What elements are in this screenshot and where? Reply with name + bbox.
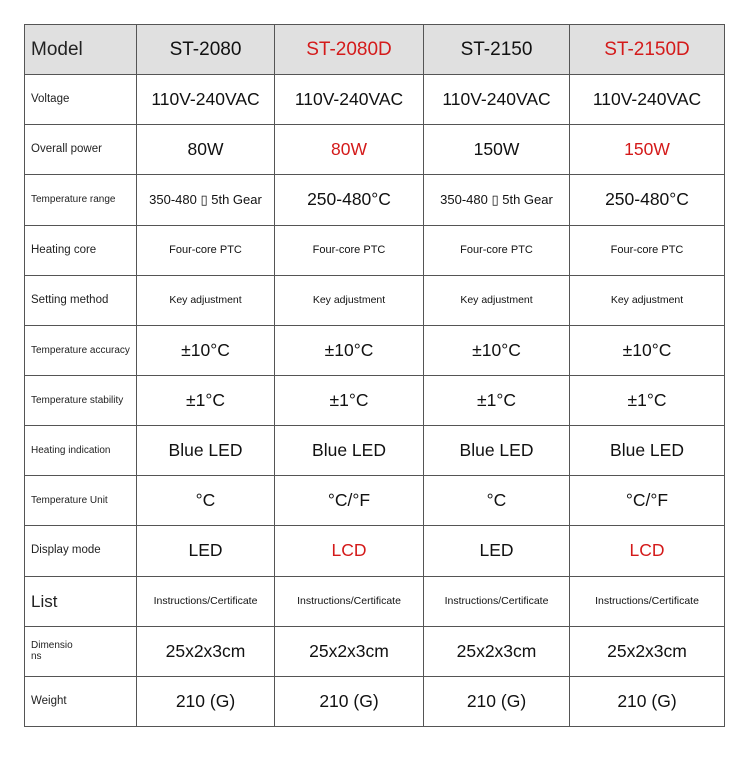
model-st-2080d: ST-2080D [275,25,424,75]
row-list [25,576,725,626]
cell-accuracy-st-2150d: ±10°C [570,325,725,375]
cell-unit-st-2080d: °C/°F [275,476,424,526]
cell-stability-st-2150: ±1°C [424,375,570,425]
cell-display-st-2080: LED [137,526,275,576]
cell-unit-st-2080: °C [137,476,275,526]
row-label-temperature-range: Temperature range [25,175,137,225]
model-st-2150: ST-2150 [424,25,570,75]
row-label-heating-indication: Heating indication [25,426,137,476]
cell-unit-st-2150d: °C/°F [570,476,725,526]
cell-indication-st-2080: Blue LED [137,426,275,476]
cell-setting-st-2150d: Key adjustment [570,275,725,325]
cell-voltage-st-2080: 110V-240VAC [137,75,275,125]
cell-range-st-2080d: 250-480°C [275,175,424,225]
cell-range-st-2150d: 250-480°C [570,175,725,225]
cell-list-st-2080d: Instructions/Certificate [275,576,424,626]
spec-table [24,24,725,727]
row-heating-core [25,225,725,275]
row-label-display-mode: Display mode [25,526,137,576]
cell-display-st-2150: LED [424,526,570,576]
cell-core-st-2150d: Four-core PTC [570,225,725,275]
cell-display-st-2080d: LCD [275,526,424,576]
cell-weight-st-2150: 210 (G) [424,676,570,726]
header-label: Model [25,25,137,75]
cell-weight-st-2080d: 210 (G) [275,676,424,726]
cell-setting-st-2080: Key adjustment [137,275,275,325]
cell-stability-st-2150d: ±1°C [570,375,725,425]
cell-voltage-st-2150: 110V-240VAC [424,75,570,125]
cell-core-st-2080: Four-core PTC [137,225,275,275]
row-label-voltage: Voltage [25,75,137,125]
row-heating-indication [25,426,725,476]
cell-dimensions-st-2150: 25x2x3cm [424,626,570,676]
cell-power-st-2150: 150W [424,125,570,175]
model-st-2150d: ST-2150D [570,25,725,75]
cell-unit-st-2150: °C [424,476,570,526]
row-label-weight: Weight [25,676,137,726]
cell-range-st-2150: 350-480 ▯ 5th Gear [424,175,570,225]
cell-dimensions-st-2080: 25x2x3cm [137,626,275,676]
cell-voltage-st-2080d: 110V-240VAC [275,75,424,125]
row-dimensions [25,626,725,676]
row-label-dimensions [25,626,137,676]
row-voltage [25,75,725,125]
row-temperature-accuracy [25,325,725,375]
row-temperature-unit [25,476,725,526]
cell-voltage-st-2150d: 110V-240VAC [570,75,725,125]
cell-weight-st-2080: 210 (G) [137,676,275,726]
cell-indication-st-2150: Blue LED [424,426,570,476]
row-label-heating-core: Heating core [25,225,137,275]
cell-setting-st-2150: Key adjustment [424,275,570,325]
cell-weight-st-2150d: 210 (G) [570,676,725,726]
cell-power-st-2150d: 150W [570,125,725,175]
row-display-mode [25,526,725,576]
cell-stability-st-2080: ±1°C [137,375,275,425]
cell-indication-st-2150d: Blue LED [570,426,725,476]
model-st-2080: ST-2080 [137,25,275,75]
cell-list-st-2080: Instructions/Certificate [137,576,275,626]
row-temperature-range [25,175,725,225]
cell-core-st-2080d: Four-core PTC [275,225,424,275]
cell-dimensions-st-2080d: 25x2x3cm [275,626,424,676]
row-weight [25,676,725,726]
row-label-temperature-stability: Temperature stability [25,375,137,425]
row-label-setting-method: Setting method [25,275,137,325]
row-label-overall-power: Overall power [25,125,137,175]
row-temperature-stability [25,375,725,425]
cell-dimensions-st-2150d: 25x2x3cm [570,626,725,676]
row-setting-method [25,275,725,325]
cell-setting-st-2080d: Key adjustment [275,275,424,325]
cell-range-st-2080: 350-480 ▯ 5th Gear [137,175,275,225]
cell-power-st-2080d: 80W [275,125,424,175]
cell-display-st-2150d: LCD [570,526,725,576]
cell-accuracy-st-2080: ±10°C [137,325,275,375]
cell-list-st-2150: Instructions/Certificate [424,576,570,626]
row-label-temperature-unit: Temperature Unit [25,476,137,526]
header-row [25,25,725,75]
row-overall-power [25,125,725,175]
cell-accuracy-st-2080d: ±10°C [275,325,424,375]
cell-power-st-2080: 80W [137,125,275,175]
cell-list-st-2150d: Instructions/Certificate [570,576,725,626]
row-label-dimensions-text: Dimensions [31,640,73,663]
row-label-temperature-accuracy: Temperature accuracy [25,325,137,375]
cell-stability-st-2080d: ±1°C [275,375,424,425]
cell-core-st-2150: Four-core PTC [424,225,570,275]
cell-accuracy-st-2150: ±10°C [424,325,570,375]
cell-indication-st-2080d: Blue LED [275,426,424,476]
row-label-list: List [25,576,137,626]
